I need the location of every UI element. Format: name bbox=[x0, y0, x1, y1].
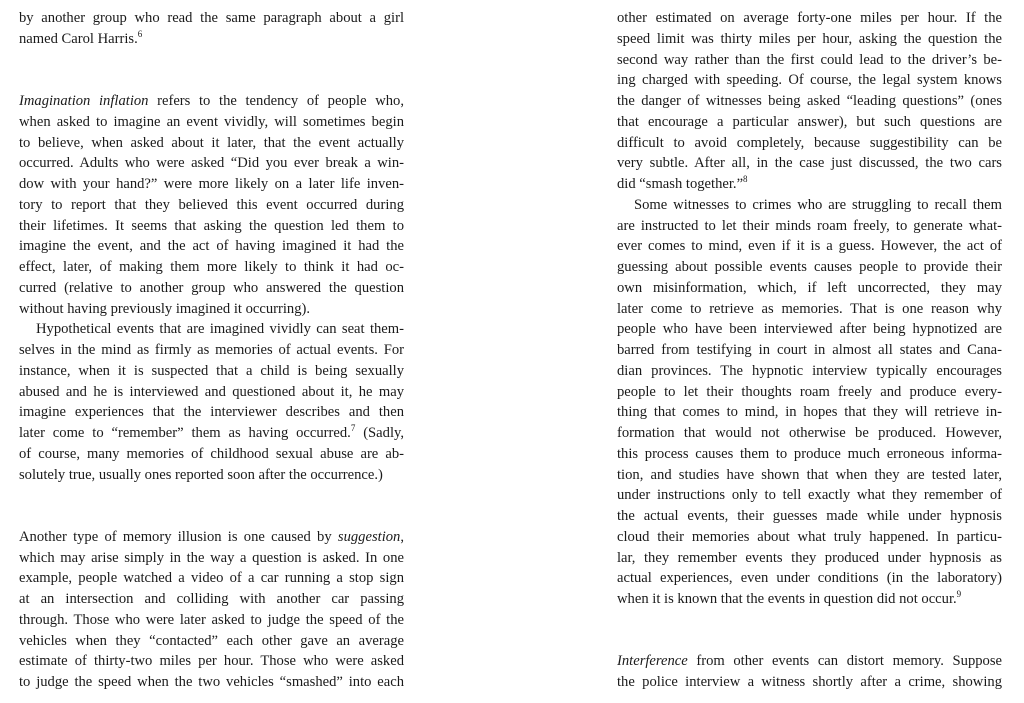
line-text: the actual events, their guesses made while under hypnosis bbox=[617, 508, 1002, 524]
line-text: vehicles when they “contacted” each other gave an average bbox=[19, 632, 404, 649]
line-text: thing that comes to mind, in hopes that they will retrieve in- bbox=[617, 404, 1002, 421]
line-text: Some witnesses to crimes who are struggling to recall them bbox=[634, 196, 1002, 213]
section-break bbox=[617, 610, 1002, 652]
line-text: example, people watched a video of a car running a stop sign bbox=[19, 570, 404, 587]
line-text-continued: , bbox=[400, 528, 404, 545]
line-text: from other events can distort memory. Suppose bbox=[687, 653, 1002, 670]
line-text-continued: (Sadly, bbox=[355, 425, 404, 441]
text-line bbox=[19, 216, 404, 237]
right-paragraph-1 bbox=[617, 8, 1002, 195]
line-text: this process causes them to produce much erroneous informa- bbox=[617, 445, 1002, 462]
left-paragraph-2 bbox=[19, 91, 404, 319]
left-paragraph-4 bbox=[19, 527, 404, 693]
line-text: under instructions only to tell exactly what they remember of bbox=[617, 487, 1002, 504]
text-line bbox=[617, 548, 1002, 569]
line-text: difficult to avoid completely, because suggestibility can be bbox=[617, 134, 1002, 151]
line-text: named Carol Harris. bbox=[19, 30, 138, 47]
line-text: instance, when it is suspected that a child is being sexually bbox=[19, 362, 404, 379]
line-text: the police interview a witness shortly after a crime, showing bbox=[617, 674, 1002, 690]
line-text: to believe, when asked about it later, that the event actually bbox=[19, 134, 404, 151]
line-text: tory to report that they believed this event occurred during bbox=[19, 196, 404, 213]
line-text: later come to “remember” them as having occurred. bbox=[19, 425, 351, 441]
text-line bbox=[19, 133, 404, 154]
line-text: Another type of memory illusion is one caused by bbox=[19, 528, 338, 545]
footnote-marker[interactable]: 9 bbox=[956, 589, 962, 600]
line-text: by another group who read the same paragraph about a girl bbox=[19, 10, 404, 26]
left-paragraph-3 bbox=[19, 319, 404, 485]
line-text: people who have been interviewed after being hypnotized are bbox=[617, 321, 1002, 338]
text-line bbox=[19, 195, 404, 216]
line-text: occurred. Adults who were asked “Did you ever break a win- bbox=[19, 155, 404, 172]
line-text: curred (relative to another group who answered the question bbox=[19, 279, 404, 296]
line-text: other estimated on average forty-one miles per hour. If the bbox=[617, 10, 1002, 26]
line-text: very subtle. After all, in the case just discussed, the two cars bbox=[617, 155, 1002, 172]
text-line bbox=[19, 340, 404, 361]
text-line bbox=[19, 153, 404, 174]
line-text: imagine the event, and the act of having imagined it had the bbox=[19, 238, 404, 255]
text-line bbox=[617, 278, 1002, 299]
right-page bbox=[617, 8, 1002, 693]
line-text: guessing about possible events causes people to provide their bbox=[617, 259, 1002, 275]
italic-term: Interference bbox=[617, 653, 688, 670]
line-text: which may arise simply in the way a question is asked. In one bbox=[19, 549, 404, 566]
text-line bbox=[617, 568, 1002, 589]
text-line bbox=[19, 91, 404, 112]
text-line bbox=[617, 444, 1002, 465]
line-text: at an intersection and colliding with another car passing bbox=[19, 591, 404, 607]
text-line bbox=[617, 527, 1002, 548]
text-line bbox=[617, 236, 1002, 257]
text-line bbox=[19, 465, 404, 486]
text-line bbox=[617, 174, 1002, 195]
text-line bbox=[617, 29, 1002, 50]
line-text: the danger of witnesses being asked “leading questions” (ones bbox=[617, 93, 1002, 109]
footnote-marker[interactable]: 6 bbox=[137, 28, 143, 39]
line-text: lar, they remember events they produced under hypnosis as bbox=[617, 549, 1002, 566]
text-line bbox=[617, 361, 1002, 382]
line-text: tion, and studies have shown that when they are tested later, bbox=[617, 466, 1002, 483]
text-line bbox=[19, 402, 404, 423]
line-text: cloud their memories about what truly happened. In particu- bbox=[617, 528, 1002, 545]
text-line bbox=[617, 216, 1002, 237]
text-line bbox=[617, 319, 1002, 340]
text-line bbox=[19, 319, 404, 340]
text-line bbox=[617, 91, 1002, 112]
line-text: second way rather than the first could lead to the driver’s be- bbox=[617, 51, 1002, 68]
line-text: refers to the tendency of people who, bbox=[148, 93, 404, 109]
right-paragraph-3 bbox=[617, 651, 1002, 693]
text-line bbox=[19, 631, 404, 652]
text-line bbox=[617, 70, 1002, 91]
line-text: actual experiences, even under conditions (in the laboratory) bbox=[617, 570, 1002, 587]
text-line bbox=[19, 8, 404, 29]
line-text: when it is known that the events in question did not occur. bbox=[617, 591, 957, 607]
italic-term: Imagination inflation bbox=[19, 93, 149, 109]
line-text: formation that would not otherwise be produced. However, bbox=[617, 425, 1002, 441]
line-text: ever comes to mind, even if it is a guess. However, the act of bbox=[617, 238, 1002, 255]
line-text: selves in the mind as firmly as memories of actual events. For bbox=[19, 342, 404, 358]
line-text: their lifetimes. It seems that asking the question led them to bbox=[19, 217, 404, 234]
line-text: imagine experiences that the interviewer describes and then bbox=[19, 404, 404, 421]
right-paragraph-2 bbox=[617, 195, 1002, 610]
line-text: speed limit was thirty miles per hour, asking the question the bbox=[617, 30, 1002, 47]
left-page bbox=[19, 8, 404, 693]
text-line bbox=[19, 29, 404, 50]
line-text: solutely true, usually ones reported soon after the occurrence.) bbox=[19, 466, 383, 483]
text-line bbox=[19, 257, 404, 278]
line-text: to judge the speed when the two vehicles “smashed” into each bbox=[19, 674, 404, 690]
text-line bbox=[19, 589, 404, 610]
text-line bbox=[617, 402, 1002, 423]
text-line bbox=[19, 382, 404, 403]
footnote-marker[interactable]: 8 bbox=[743, 174, 748, 185]
text-line bbox=[617, 423, 1002, 444]
text-line bbox=[19, 112, 404, 133]
text-line bbox=[617, 257, 1002, 278]
text-line bbox=[617, 672, 1002, 693]
text-line bbox=[19, 527, 404, 548]
line-text: ing charged with speeding. Of course, the legal system knows bbox=[617, 72, 1002, 89]
section-break bbox=[19, 50, 404, 92]
line-text: estimate of thirty-two miles per hour. Those who were asked bbox=[19, 653, 404, 670]
text-line bbox=[19, 444, 404, 465]
line-text: dian provinces. The hypnotic interview typically encourages bbox=[617, 362, 1002, 379]
text-line bbox=[19, 672, 404, 693]
text-line bbox=[617, 112, 1002, 133]
text-line bbox=[617, 299, 1002, 320]
line-text: when asked to imagine an event vividly, will sometimes begin bbox=[19, 113, 404, 130]
line-text: later come to retrieve as memories. That is one reason why bbox=[617, 300, 1002, 317]
text-line bbox=[19, 423, 404, 444]
footnote-marker[interactable]: 7 bbox=[350, 423, 356, 434]
line-text: barred from testifying in court in almost all states and Cana- bbox=[617, 342, 1002, 358]
text-line bbox=[19, 361, 404, 382]
line-text: effect, later, of making them more likely to think it had oc- bbox=[19, 259, 404, 275]
line-text: dow with your hand?” were more likely on a later life inven- bbox=[19, 176, 404, 192]
text-line bbox=[19, 548, 404, 569]
line-text: own misinformation, which, if left uncorrected, they may bbox=[617, 279, 1002, 296]
text-line bbox=[617, 340, 1002, 361]
line-text: through. Those who were later asked to judge the speed of the bbox=[19, 611, 404, 628]
text-line bbox=[19, 174, 404, 195]
text-line bbox=[19, 299, 404, 320]
line-text: abused and he is interviewed and questioned about it, he may bbox=[19, 383, 404, 400]
text-line bbox=[617, 506, 1002, 527]
text-line bbox=[617, 50, 1002, 71]
line-text: that encourage a particular answer), but such questions are bbox=[617, 113, 1002, 130]
text-line bbox=[19, 651, 404, 672]
line-text: Hypothetical events that are imagined vividly can seat them- bbox=[36, 321, 404, 338]
line-text: are instructed to let their minds roam freely, to generate what- bbox=[617, 217, 1002, 234]
section-break bbox=[19, 485, 404, 527]
text-line bbox=[617, 651, 1002, 672]
text-line bbox=[19, 236, 404, 257]
text-line bbox=[617, 465, 1002, 486]
line-text: of course, many memories of childhood sexual abuse are ab- bbox=[19, 445, 404, 462]
italic-term: suggestion bbox=[337, 528, 401, 545]
text-line bbox=[617, 133, 1002, 154]
text-line bbox=[19, 610, 404, 631]
left-paragraph-1 bbox=[19, 8, 404, 50]
line-text: people to let their thoughts roam freely and produce every- bbox=[617, 383, 1002, 400]
text-line bbox=[617, 8, 1002, 29]
text-line bbox=[617, 485, 1002, 506]
text-line bbox=[617, 589, 1002, 610]
text-line bbox=[617, 195, 1002, 216]
text-line bbox=[19, 278, 404, 299]
text-line bbox=[19, 568, 404, 589]
text-line bbox=[617, 153, 1002, 174]
line-text: did “smash together.” bbox=[617, 176, 744, 192]
text-line bbox=[617, 382, 1002, 403]
line-text: without having previously imagined it occurring). bbox=[19, 300, 311, 317]
